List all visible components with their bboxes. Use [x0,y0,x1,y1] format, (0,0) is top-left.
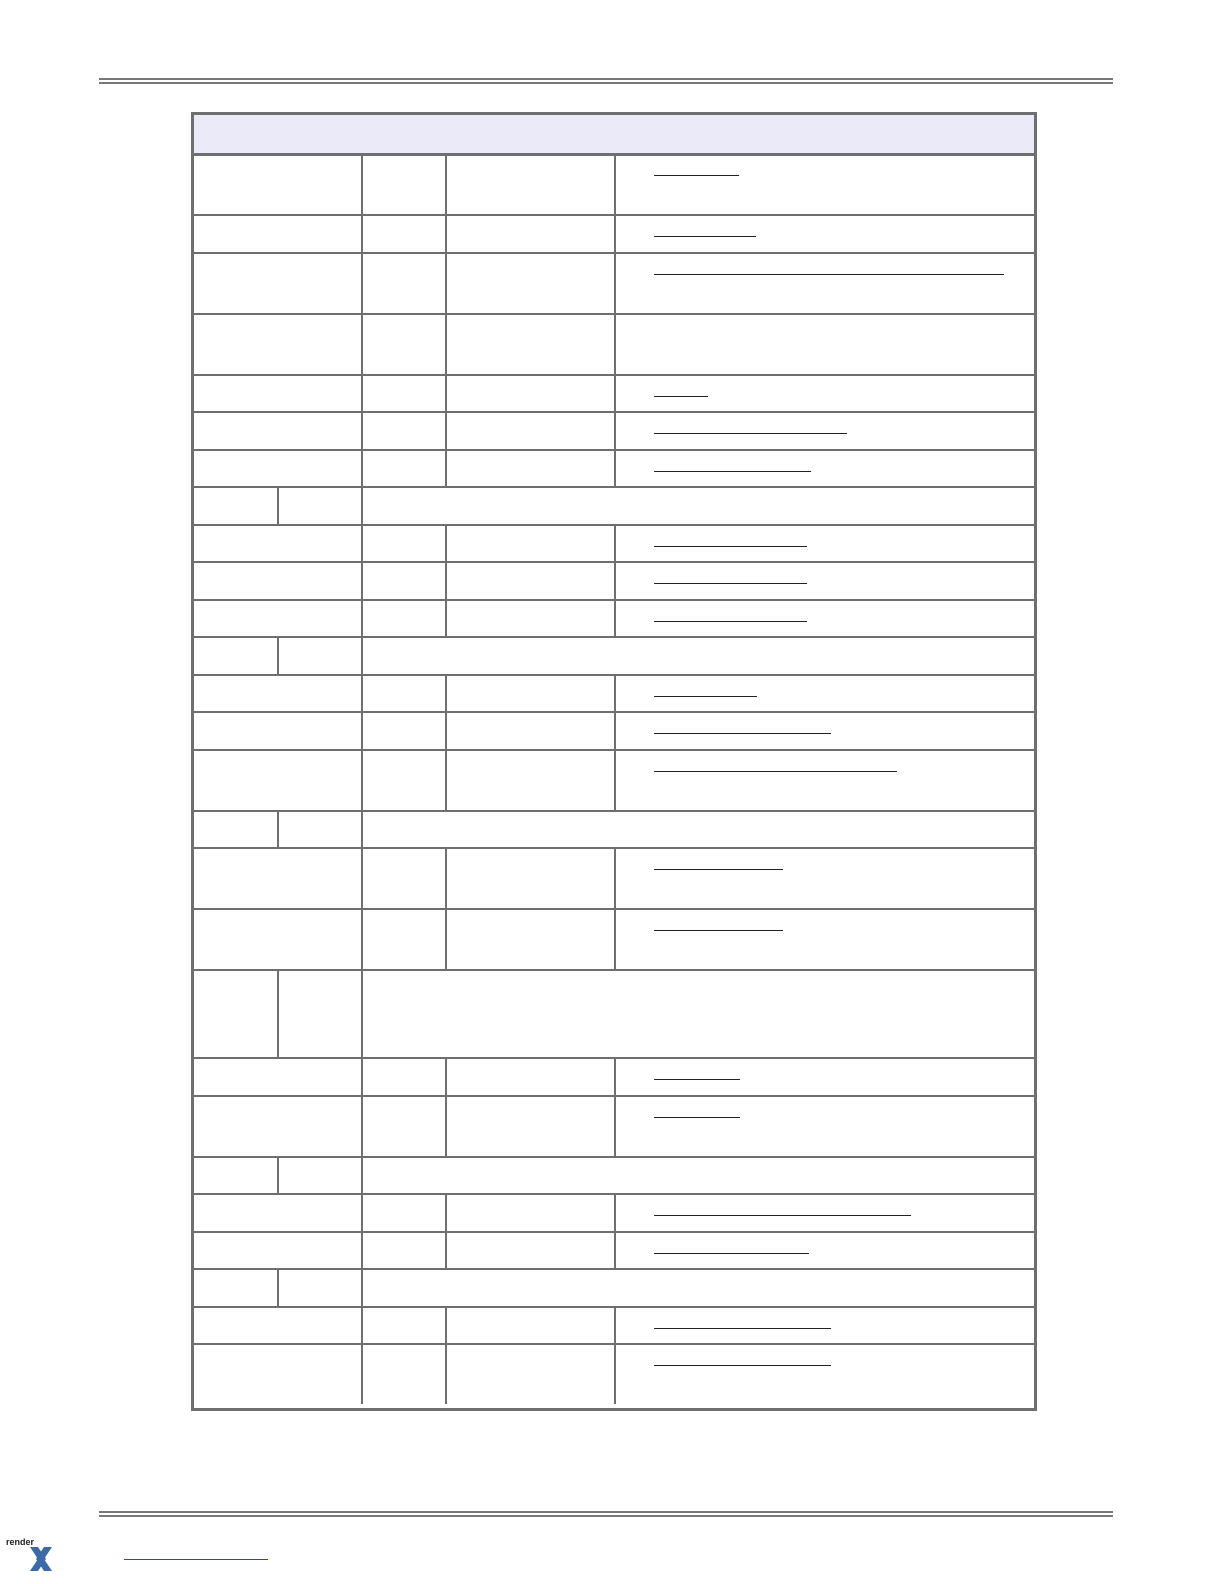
column-divider [445,1193,447,1231]
column-divider [361,749,363,810]
column-divider [445,411,447,449]
column-divider [614,313,616,374]
column-divider [614,561,616,599]
row-divider [194,636,1034,638]
column-divider [361,1057,363,1095]
column-divider [361,1268,363,1306]
row-divider [194,810,1034,812]
column-divider [277,636,279,674]
table-cell-link[interactable] [654,546,807,547]
table-cell-link[interactable] [654,175,739,176]
column-divider [614,374,616,412]
column-divider [614,674,616,712]
column-divider [614,1095,616,1156]
column-divider [445,252,447,313]
table-cell-link[interactable] [654,1328,831,1329]
table-cell-link[interactable] [654,733,831,734]
column-divider [614,1231,616,1269]
table-cell-link[interactable] [654,621,807,622]
logo-wordmark: render [6,1537,35,1547]
column-divider [445,1306,447,1344]
column-divider [361,969,363,1057]
column-divider [445,1231,447,1269]
column-divider [361,1231,363,1269]
column-divider [614,449,616,487]
column-divider [361,486,363,524]
column-divider [445,313,447,374]
column-divider [361,1343,363,1404]
column-divider [445,214,447,252]
column-divider [361,674,363,712]
column-divider [361,252,363,313]
column-divider [277,969,279,1057]
column-divider [614,1343,616,1404]
table-cell-link[interactable] [654,930,783,931]
column-divider [614,1193,616,1231]
column-divider [277,810,279,848]
table-cell-link[interactable] [654,1253,809,1254]
column-divider [445,524,447,562]
column-divider [361,313,363,374]
column-divider [361,374,363,412]
table-cell-link[interactable] [654,1365,831,1366]
column-divider [361,908,363,969]
column-divider [361,1193,363,1231]
column-divider [614,411,616,449]
column-divider [361,711,363,749]
row-divider [194,1268,1034,1270]
table-cell-link[interactable] [654,1215,911,1216]
column-divider [361,847,363,908]
column-divider [361,153,363,214]
row-divider [194,1156,1034,1158]
table-header-row [194,115,1034,156]
column-divider [361,1095,363,1156]
column-divider [445,674,447,712]
footer-link[interactable] [124,1551,268,1560]
column-divider [614,153,616,214]
column-divider [614,711,616,749]
table-cell-link[interactable] [654,471,811,472]
column-divider [445,599,447,637]
column-divider [445,1343,447,1404]
table-cell-link[interactable] [654,771,897,772]
column-divider [614,524,616,562]
column-divider [445,153,447,214]
column-divider [614,1306,616,1344]
column-divider [445,1057,447,1095]
column-divider [614,749,616,810]
column-divider [361,1156,363,1194]
column-divider [614,908,616,969]
column-divider [361,411,363,449]
column-divider [445,561,447,599]
data-table [191,112,1037,1411]
row-divider [194,486,1034,488]
column-divider [614,252,616,313]
column-divider [445,374,447,412]
column-divider [445,711,447,749]
table-cell-link[interactable] [654,433,847,434]
table-cell-link[interactable] [654,696,757,697]
table-cell-link[interactable] [654,396,708,397]
table-cell-link[interactable] [654,236,756,237]
column-divider [361,561,363,599]
column-divider [445,1095,447,1156]
column-divider [445,749,447,810]
renderx-logo-icon [6,1537,52,1571]
column-divider [614,599,616,637]
column-divider [445,847,447,908]
table-cell-link[interactable] [654,1079,740,1080]
column-divider [614,214,616,252]
header-rule [99,78,1113,84]
column-divider [445,449,447,487]
table-cell-link[interactable] [654,869,783,870]
table-cell-link[interactable] [654,583,807,584]
column-divider [445,908,447,969]
table-cell-link[interactable] [654,1117,740,1118]
column-divider [361,1306,363,1344]
column-divider [277,1268,279,1306]
column-divider [277,1156,279,1194]
column-divider [614,847,616,908]
column-divider [614,1057,616,1095]
row-divider [194,969,1034,971]
table-cell-link[interactable] [654,274,1004,275]
column-divider [361,599,363,637]
footer-rule [99,1511,1113,1517]
column-divider [361,449,363,487]
column-divider [361,810,363,848]
column-divider [277,486,279,524]
column-divider [361,214,363,252]
column-divider [361,524,363,562]
column-divider [361,636,363,674]
